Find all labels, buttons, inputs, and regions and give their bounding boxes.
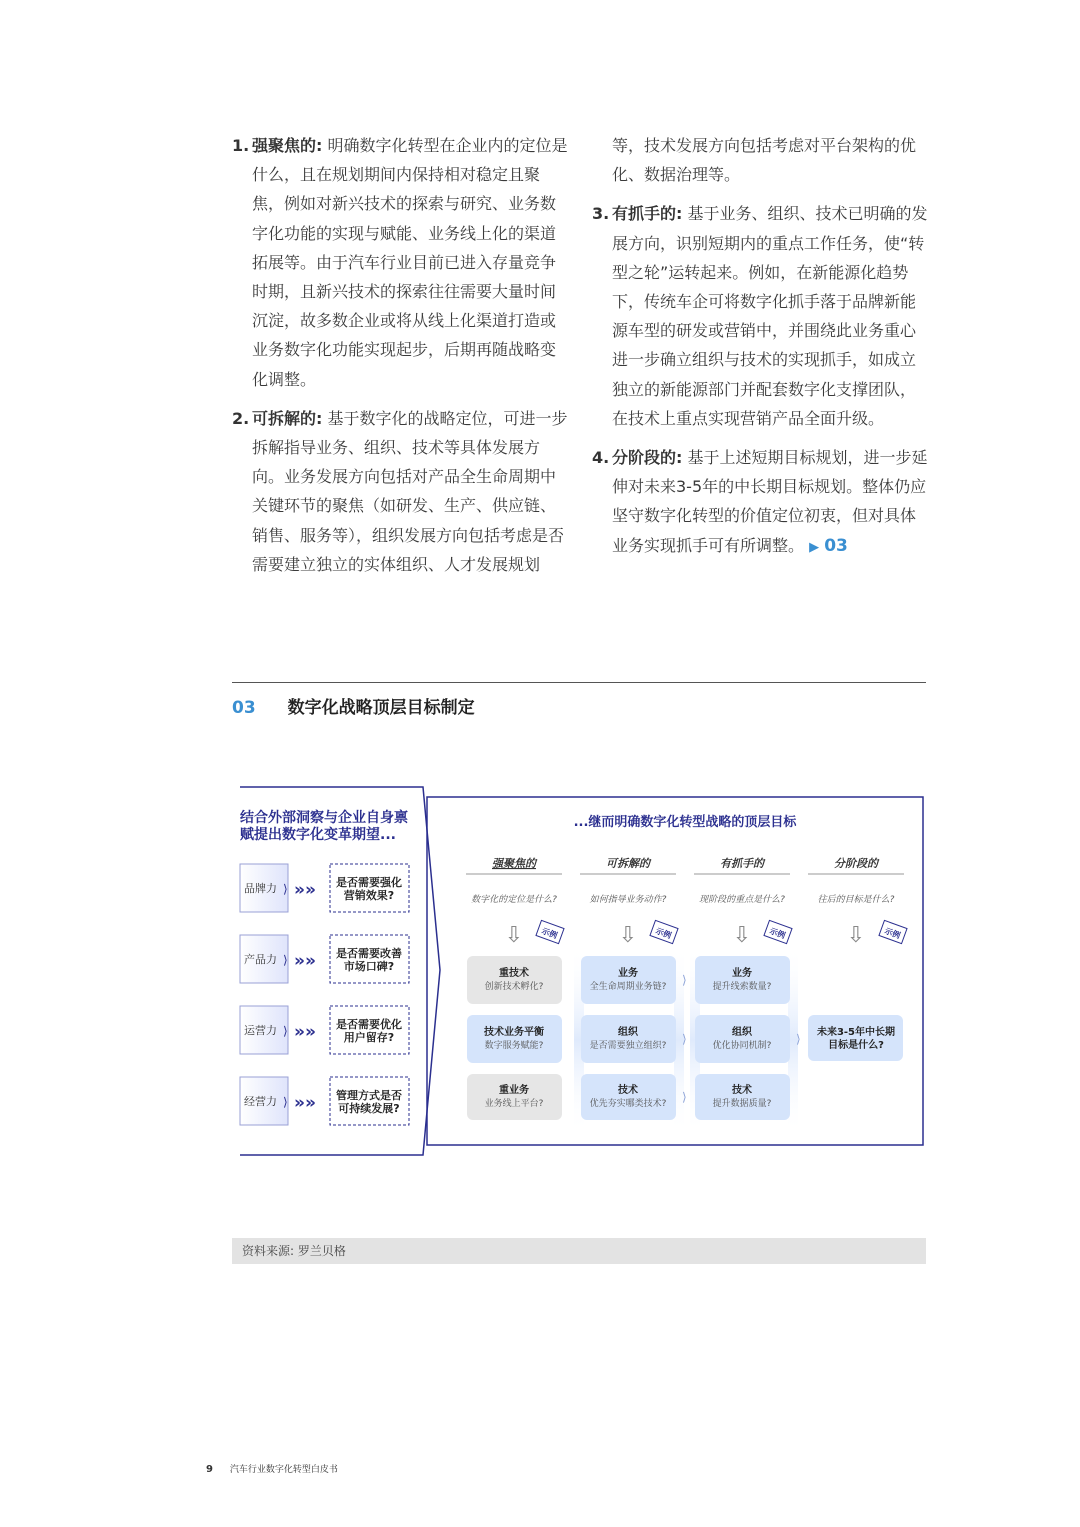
column-head: 分阶段的 [834, 857, 878, 870]
column-head: 可拆解的 [606, 857, 650, 870]
question-line-2: 用户留存? [343, 1031, 395, 1044]
chevron-right-icon: ⟩ [796, 1032, 801, 1046]
card [581, 1015, 676, 1063]
card-sub: 业务线上平台? [484, 1099, 544, 1109]
card-title: 技术 [618, 1085, 638, 1096]
column-decompose [580, 857, 687, 1120]
example-tag-label: 示例 [883, 926, 902, 941]
row-product [240, 935, 409, 983]
row-management [240, 1077, 409, 1125]
item-lead: 分阶段的: [612, 448, 683, 468]
figure-title-text: 数字化战略顶层目标制定 [287, 698, 475, 718]
page-number: 9 [206, 1464, 213, 1475]
down-arrow-icon: ⇩ [732, 923, 752, 948]
down-arrow-icon: ⇩ [504, 923, 524, 948]
column-focus [466, 857, 564, 1120]
column-sub: 数字化的定位是什么? [471, 895, 557, 905]
column-head: 有抓手的 [720, 857, 764, 870]
card-sub: 数字服务赋能? [484, 1041, 544, 1051]
chevron-right-icon: ⟩ [283, 1095, 288, 1109]
down-arrow-icon: ⇩ [846, 923, 866, 948]
column-head: 强聚焦的 [492, 857, 536, 870]
page-footer [206, 1462, 338, 1475]
chevron-right-icon: ⟩ [283, 953, 288, 967]
left-panel-title-2: 赋提出数字化变革期望... [240, 827, 396, 843]
column-sub: 现阶段的重点是什么? [699, 895, 785, 905]
chevron-right-icon: ⟩ [682, 973, 687, 987]
chevron-right-icon: ⟩ [682, 1032, 687, 1046]
card [467, 1074, 562, 1120]
card-title: 重业务 [499, 1085, 529, 1096]
item-body: 基于业务、组织、技术已明确的发展方向，识别短期内的重点工作任务，使“转型之轮”运转起来。例如，在新能源化趋势下，传统车企可将数字化抓手落于品牌新能源车型的研发或营销中，并围绕此业务重心进一步确立组织与技术的实现抓手，如成立独立的新能源部门并配套数字化支撑团队，在技术上重点实现营销产品全面升级。 [612, 204, 928, 428]
question-line-1: 是否需要改善 [336, 947, 402, 960]
source-bar [232, 1238, 926, 1264]
item-number: 4. [592, 448, 610, 468]
chevron-right-icon: ⟩ [682, 1090, 687, 1104]
item-lead: 强聚焦的: [252, 136, 323, 155]
row-label: 运营力 [244, 1024, 277, 1037]
double-chevron-icon: »» [294, 951, 316, 971]
question-line-1: 是否需要优化 [336, 1018, 402, 1031]
card [467, 1015, 562, 1063]
column-phase [808, 857, 907, 1061]
card [808, 1015, 903, 1061]
down-arrow-icon: ⇩ [618, 923, 638, 948]
card [695, 1015, 790, 1063]
card-sub: 提升数据质量? [712, 1099, 772, 1109]
question-line-1: 是否需要强化 [336, 876, 402, 889]
card-sub: 是否需要独立组织? [589, 1041, 667, 1051]
card-sub: 目标是什么? [828, 1040, 884, 1051]
document-title: 汽车行业数字化转型白皮书 [229, 1465, 338, 1475]
item-number: 1. [232, 136, 250, 155]
card [581, 1074, 676, 1120]
item-body: 等，技术发展方向包括考虑对平台架构的优化、数据治理等。 [612, 136, 917, 185]
figure-number: 03 [232, 698, 256, 718]
double-chevron-icon: »» [294, 1093, 316, 1113]
chevron-right-icon: ⟩ [283, 1024, 288, 1038]
double-chevron-icon: »» [294, 880, 316, 900]
card-title: 重技术 [499, 968, 529, 979]
example-tag-label: 示例 [540, 926, 559, 941]
item-number: 3. [592, 204, 610, 224]
column-sub: 如何指导业务动作? [589, 895, 667, 905]
card [695, 956, 790, 1004]
item-body: 基于上述短期目标规划，进一步延伸对未来3-5年的中长期目标规划。整体仍应坚守数字化转型的价值定位初衷，但对具体业务实现抓手可有所调整。 [612, 448, 928, 555]
example-tag-label: 示例 [768, 926, 787, 941]
source-text: 资料来源: 罗兰贝格 [242, 1244, 346, 1258]
row-label: 品牌力 [244, 882, 277, 895]
card [581, 956, 676, 1004]
row-operation [240, 1006, 409, 1054]
question-line-2: 市场口碑? [343, 960, 395, 973]
card-sub: 优化协同机制? [712, 1041, 772, 1051]
card-sub: 优先夯实哪类技术? [589, 1099, 667, 1109]
item-lead: 有抓手的: [612, 204, 683, 224]
item-number: 2. [232, 408, 250, 428]
question-line-1: 管理方式是否 [336, 1089, 402, 1102]
row-label: 经营力 [244, 1095, 277, 1108]
question-line-2: 可持续发展? [338, 1102, 400, 1115]
item-body: 明确数字化转型在企业内的定位是什么，且在规划期间内保持相对稳定且聚焦，例如对新兴技术的探索与研究、业务数字化功能的实现与赋能、业务线上化的渠道拓展等。由于汽车行业目前已进入存量竞争时期，且新兴技术的探索往往需要大量时间沉淀，故多数企业或将从线上化渠道打造或业务数字化功能实现起步，后期再随战略变化调整。 [252, 136, 568, 389]
card [695, 1074, 790, 1120]
figure-reference-link[interactable]: 03 [824, 535, 848, 556]
card-title: 技术业务平衡 [484, 1027, 544, 1038]
card-title: 技术 [732, 1085, 752, 1096]
question-line-2: 营销效果? [343, 889, 395, 902]
row-brand [240, 864, 409, 912]
chevron-right-icon: ⟩ [283, 882, 288, 896]
card-title: 未来3-5年中长期 [816, 1027, 896, 1038]
example-tag-label: 示例 [654, 926, 673, 941]
column-handle [694, 857, 801, 1120]
item-body: 基于数字化的战略定位，可进一步拆解指导业务、组织、技术等具体发展方向。业务发展方向包括对产品全生命周期中关键环节的聚焦（如研发、生产、供应链、销售、服务等），组织发展方向包括考虑是否需要建立独立的实体组织、人才发展规划 [252, 408, 568, 574]
card-sub: 提升线索数量? [712, 982, 772, 992]
double-chevron-icon: »» [294, 1022, 316, 1042]
left-panel-title-1: 结合外部洞察与企业自身禀 [240, 810, 408, 826]
column-sub: 往后的目标是什么? [817, 895, 895, 905]
play-icon: ▶ [809, 539, 820, 555]
card-title: 业务 [732, 968, 752, 979]
card-title: 组织 [618, 1027, 638, 1038]
card-sub: 创新技术孵化? [484, 982, 544, 992]
card-title: 组织 [732, 1027, 752, 1038]
card [467, 956, 562, 1004]
card-title: 业务 [618, 968, 638, 979]
item-lead: 可拆解的: [252, 408, 323, 428]
right-panel-title: ...继而明确数字化转型战略的顶层目标 [573, 815, 797, 830]
card-sub: 全生命周期业务链? [589, 982, 667, 992]
row-label: 产品力 [244, 953, 277, 966]
